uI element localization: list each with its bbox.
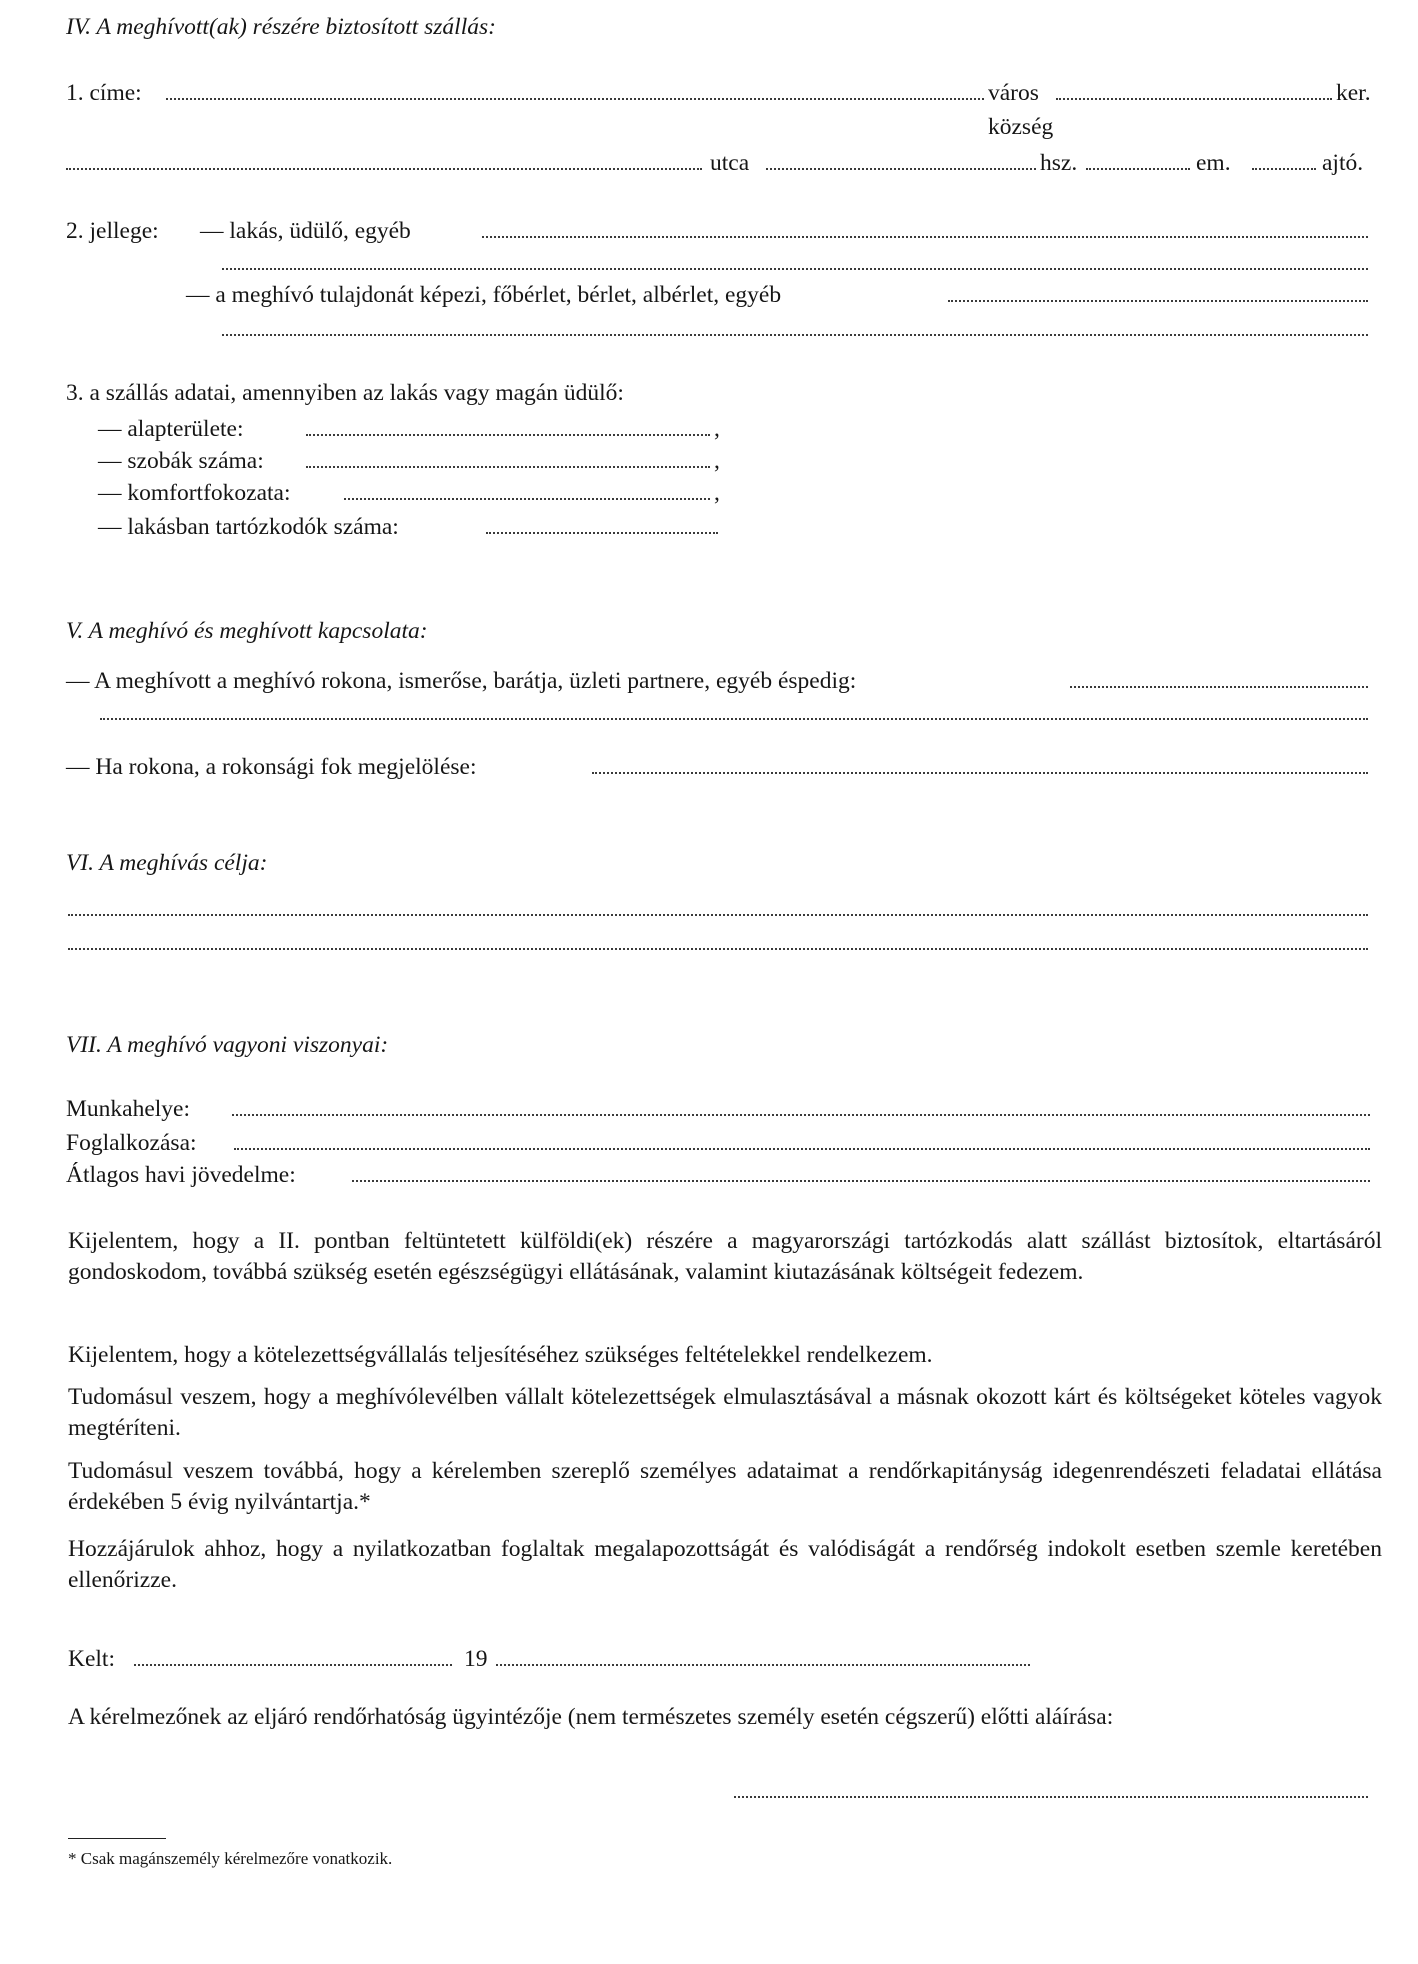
relationship-other-field[interactable]	[1070, 686, 1368, 688]
occupation-field[interactable]	[234, 1148, 1370, 1150]
ownership-other-field[interactable]	[948, 300, 1368, 302]
declaration-2: Kijelentem, hogy a kötelezettségvállalás teljesítéséhez szükséges feltételekkel rendelkezem.	[68, 1342, 933, 1368]
rooms-field[interactable]	[306, 466, 710, 468]
jellege-other-field-cont[interactable]	[222, 268, 1368, 270]
jellege-label: 2. jellege:	[66, 218, 159, 244]
kozseg-label: község	[988, 114, 1054, 140]
kelt-label: Kelt:	[68, 1646, 115, 1672]
comma: ,	[714, 416, 720, 442]
signature-label: A kérelmezőnek az eljáró rendőrhatóság ügyintézője (nem természetes személy esetén cégszerű) előtti aláírása:	[68, 1704, 1114, 1730]
komfort-label: — komfortfokozata:	[98, 480, 291, 506]
alapterulet-label: — alapterülete:	[98, 416, 244, 442]
address-city-field[interactable]	[166, 98, 984, 100]
utca-label: utca	[710, 150, 750, 176]
house-number-field[interactable]	[766, 168, 1036, 170]
comma: ,	[714, 448, 720, 474]
footnote: * Csak magánszemély kérelmezőre vonatkozik.	[68, 1849, 393, 1868]
occupants-field[interactable]	[486, 532, 718, 534]
floor-field[interactable]	[1086, 168, 1190, 170]
street-field[interactable]	[66, 168, 702, 170]
szallas-adatai-label: 3. a szállás adatai, amennyiben az lakás vagy magán üdülő:	[66, 380, 624, 406]
em-label: em.	[1196, 150, 1231, 176]
address-label: 1. címe:	[66, 80, 142, 106]
workplace-label: Munkahelye:	[66, 1096, 190, 1122]
kinship-field[interactable]	[592, 772, 1368, 774]
ker-label: ker.	[1336, 80, 1371, 106]
purpose-field-line1[interactable]	[68, 914, 1368, 916]
income-field[interactable]	[352, 1180, 1370, 1182]
szobak-label: — szobák száma:	[98, 448, 264, 474]
ajto-label: ajtó.	[1322, 150, 1364, 176]
occupation-label: Foglalkozása:	[66, 1130, 197, 1156]
section-vii-title: VII. A meghívó vagyoni viszonyai:	[66, 1032, 389, 1058]
section-v-title: V. A meghívó és meghívott kapcsolata:	[66, 618, 428, 644]
place-field[interactable]	[134, 1664, 452, 1666]
district-field[interactable]	[1056, 98, 1332, 100]
comma: ,	[714, 480, 720, 506]
footnote-rule	[68, 1838, 166, 1839]
relationship-other-field-cont[interactable]	[100, 718, 1368, 720]
declaration-4: Tudomásul veszem továbbá, hogy a kérelemben szereplő személyes adataimat a rendőrkapitányság idegenrendészeti feladatai ellátása érdekében 5 évig nyilvántartja.*	[68, 1458, 1382, 1515]
purpose-field-line2[interactable]	[68, 948, 1368, 950]
income-label: Átlagos havi jövedelme:	[66, 1162, 296, 1188]
signature-field[interactable]	[734, 1796, 1368, 1798]
relationship-label: — A meghívott a meghívó rokona, ismerőse, barátja, üzleti partnere, egyéb éspedig:	[66, 668, 857, 694]
door-field[interactable]	[1252, 168, 1316, 170]
occupants-label: — lakásban tartózkodók száma:	[98, 514, 399, 540]
varos-label: város	[988, 80, 1039, 106]
declaration-1: Kijelentem, hogy a II. pontban feltüntetett külföldi(ek) részére a magyarországi tartózkodás alatt szállást biztosítok, eltartásáról gondoskodom, továbbá szükség esetén egészségügyi ellátásának, valamint kiutazásának költségeit fedezem.	[68, 1228, 1382, 1285]
floor-area-field[interactable]	[306, 434, 710, 436]
section-vi-title: VI. A meghívás célja:	[66, 850, 268, 876]
year-prefix: 19	[464, 1646, 488, 1672]
jellege-option2: — a meghívó tulajdonát képezi, főbérlet, bérlet, albérlet, egyéb	[186, 282, 782, 308]
declaration-3: Tudomásul veszem, hogy a meghívólevélben vállalt kötelezettségek elmulasztásával a másnak okozott kárt és költségeket köteles vagyok megtéríteni.	[68, 1384, 1382, 1441]
comfort-field[interactable]	[344, 498, 710, 500]
ownership-other-field-cont[interactable]	[222, 334, 1368, 336]
section-iv-title: IV. A meghívott(ak) részére biztosított szállás:	[66, 14, 496, 40]
jellege-other-field[interactable]	[482, 236, 1368, 238]
workplace-field[interactable]	[232, 1114, 1370, 1116]
kinship-label: — Ha rokona, a rokonsági fok megjelölése:	[66, 754, 477, 780]
jellege-option1: — lakás, üdülő, egyéb	[200, 218, 411, 244]
hsz-label: hsz.	[1040, 150, 1078, 176]
date-field[interactable]	[496, 1664, 1030, 1666]
declaration-5: Hozzájárulok ahhoz, hogy a nyilatkozatban foglaltak megalapozottságát és valódiságát a rendőrség indokolt esetben szemle keretében ellenőrizze.	[68, 1536, 1382, 1593]
